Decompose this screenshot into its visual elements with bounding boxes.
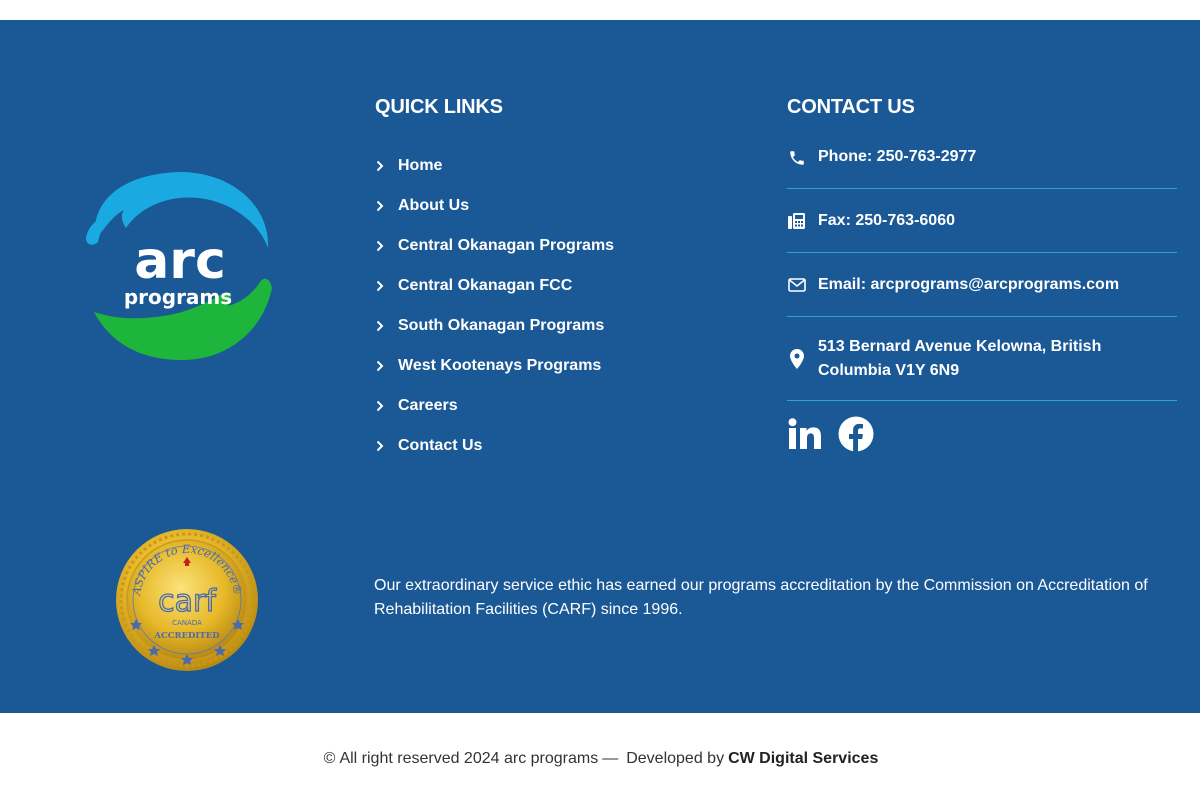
logo-word-arc: arc <box>134 231 226 291</box>
chevron-right-icon <box>375 240 385 252</box>
phone-icon <box>787 148 807 168</box>
map-pin-icon <box>787 349 807 369</box>
chevron-right-icon <box>375 360 385 372</box>
quick-link-label: West Kootenays Programs <box>398 357 602 374</box>
quick-link-label: South Okanagan Programs <box>398 317 605 334</box>
quick-link-label: Home <box>398 157 443 174</box>
quick-link-south-okanagan-programs[interactable] <box>375 306 614 346</box>
contact-us-heading: CONTACT US <box>787 96 915 118</box>
carf-brand: carf <box>158 584 216 619</box>
contact-email[interactable] <box>787 253 1177 317</box>
copyright-bar <box>0 713 1200 805</box>
social-links <box>788 416 874 457</box>
carf-top-text: ASPIRE to Excellence® <box>129 541 245 597</box>
carf-status: ACCREDITED <box>154 631 220 641</box>
quick-link-contact-us[interactable] <box>375 426 614 466</box>
quick-link-label: Careers <box>398 397 458 414</box>
developed-by-text: Developed by <box>626 750 725 767</box>
chevron-right-icon <box>375 160 385 172</box>
quick-link-central-okanagan-fcc[interactable] <box>375 266 614 306</box>
carf-accreditation-seal <box>114 527 260 673</box>
address-text: 513 Bernard Avenue Kelowna, British Columbia V1Y 6N9 <box>818 337 1102 379</box>
contact-address <box>787 317 1177 401</box>
contact-list <box>787 145 1177 401</box>
footer-main <box>0 20 1200 713</box>
quick-links-list <box>375 146 614 466</box>
accreditation-text: Our extraordinary service ethic has earned our programs accreditation by the Commission on Accreditation of Rehabilitation Facilities (CARF) since 1996. <box>374 577 1148 618</box>
fax-icon <box>787 211 807 231</box>
contact-phone[interactable] <box>787 145 1177 189</box>
quick-link-label: Central Okanagan Programs <box>398 237 615 254</box>
contact-fax <box>787 189 1177 253</box>
chevron-right-icon <box>375 280 385 292</box>
copyright-icon: © <box>323 750 336 767</box>
chevron-right-icon <box>375 440 385 452</box>
quick-link-label: Contact Us <box>398 437 483 454</box>
quick-links-heading: QUICK LINKS <box>375 96 503 118</box>
carf-country: CANADA <box>172 619 202 627</box>
logo-word-programs: programs <box>123 285 233 309</box>
facebook-icon[interactable] <box>838 416 874 457</box>
fax-text: Fax: 250-763-6060 <box>818 211 955 229</box>
developer-link[interactable]: CW Digital Services <box>728 750 879 767</box>
chevron-right-icon <box>375 200 385 212</box>
arc-programs-logo[interactable] <box>82 170 278 362</box>
quick-link-home[interactable] <box>375 146 614 186</box>
phone-text: Phone: 250-763-2977 <box>818 148 977 165</box>
quick-link-west-kootenays-programs[interactable] <box>375 346 614 386</box>
quick-link-about-us[interactable] <box>375 186 614 226</box>
quick-link-central-okanagan-programs[interactable] <box>375 226 614 266</box>
quick-link-careers[interactable] <box>375 386 614 426</box>
linkedin-icon[interactable] <box>788 418 822 455</box>
chevron-right-icon <box>375 320 385 332</box>
email-text: Email: arcprograms@arcprograms.com <box>818 275 1120 293</box>
chevron-right-icon <box>375 400 385 412</box>
quick-link-label: Central Okanagan FCC <box>398 277 573 294</box>
copyright-text: All right reserved 2024 arc programs <box>339 750 599 767</box>
separator: — <box>602 750 619 767</box>
quick-link-label: About Us <box>398 197 470 214</box>
envelope-icon <box>787 275 807 295</box>
